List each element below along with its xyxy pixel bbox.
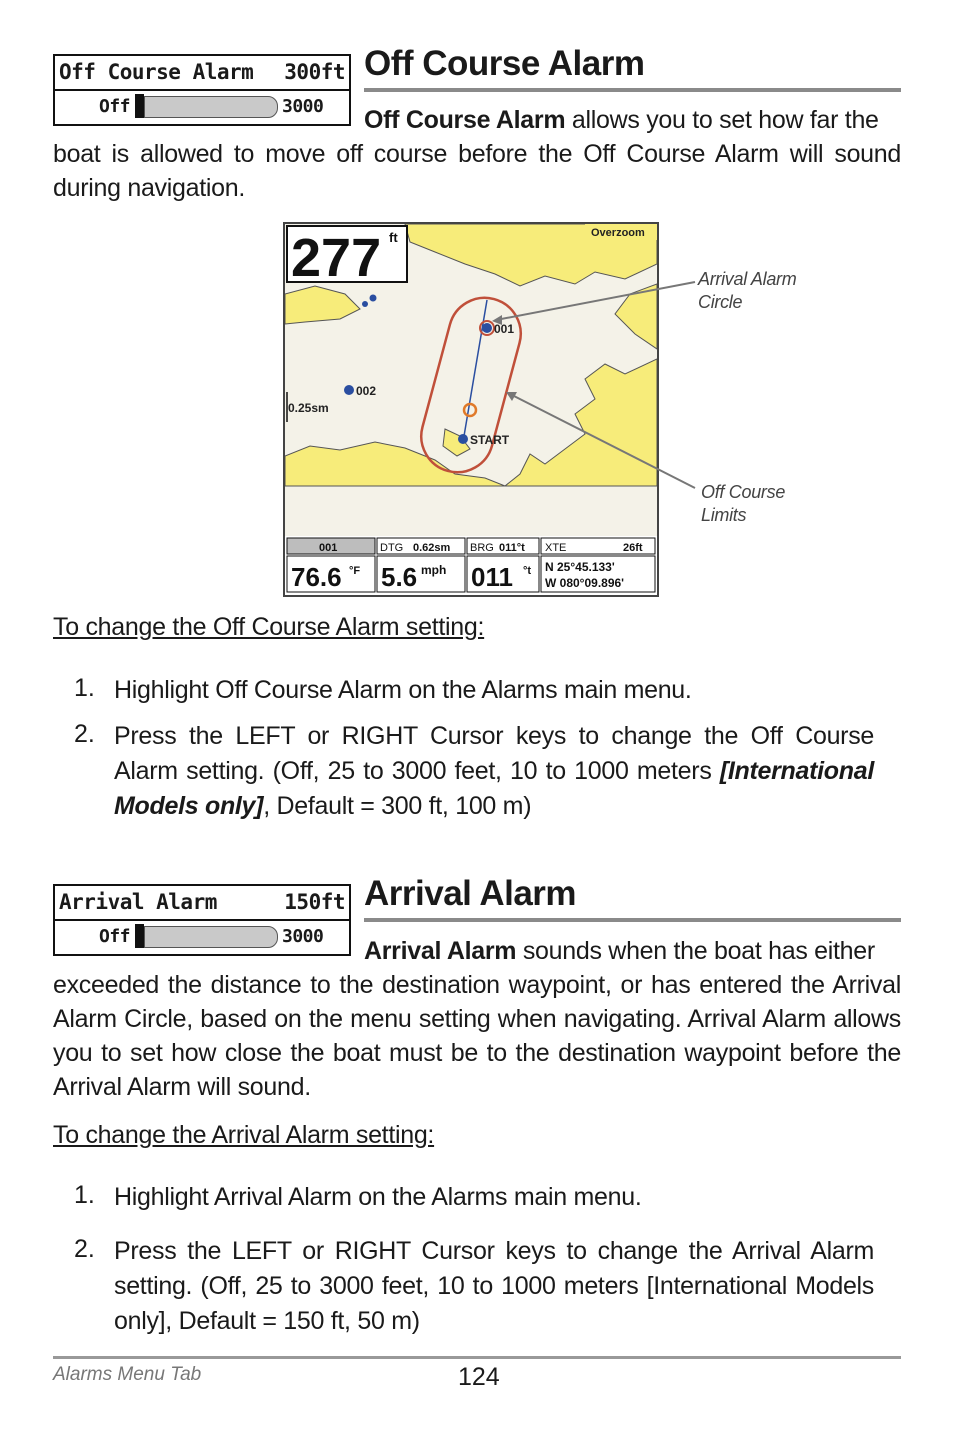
svg-text:DTG: DTG	[380, 542, 404, 554]
page-number: 124	[458, 1363, 500, 1391]
menu-value: 300ft	[284, 60, 345, 84]
speed-readout: 5.6	[381, 562, 418, 592]
svg-text:XTE: XTE	[545, 542, 567, 554]
slider-min-label: Off	[99, 926, 131, 947]
svg-text:BRG: BRG	[470, 542, 494, 554]
svg-text:°F: °F	[349, 565, 361, 577]
waypoint-001-label: 001	[494, 322, 515, 336]
longitude-readout: W 080°09.896'	[545, 576, 625, 590]
intro-bold: Off Course Alarm	[364, 106, 566, 134]
start-waypoint-icon	[458, 434, 468, 444]
intro-first-line	[364, 103, 901, 137]
step-2: Press the LEFT or RIGHT Cursor keys to change the Off Course Alarm setting. (Off, 25 to 3000 feet, 10 to 1000 meters [International Models only], Default = 300 ft, 100 m)	[114, 722, 874, 820]
svg-text:26ft: 26ft	[623, 542, 643, 554]
footer-section-name: Alarms Menu Tab	[53, 1364, 202, 1385]
intro-paragraph: boat is allowed to move off course before the Off Course Alarm will sound during navigation.	[53, 140, 901, 202]
title-rule	[364, 918, 901, 922]
waypoint-002-icon	[344, 385, 354, 395]
step-2: Press the LEFT or RIGHT Cursor keys to change the Arrival Alarm setting. (Off, 25 to 3000 feet, 10 to 1000 meters [International Models only], Default = 150 ft, 50 m)	[114, 1237, 874, 1335]
slider-handle[interactable]	[135, 924, 144, 948]
heading-readout: 011	[471, 562, 513, 592]
water-temp-readout: 76.6	[291, 562, 342, 592]
title-rule	[364, 88, 901, 92]
slider-handle[interactable]	[135, 94, 144, 118]
svg-text:°t: °t	[523, 565, 532, 577]
depth-readout: 277	[291, 228, 382, 288]
subheading-arrival: To change the Arrival Alarm setting:	[53, 1121, 435, 1149]
callout-arrival-alarm-circle: Arrival Alarm Circle	[698, 269, 797, 312]
svg-text:011°t: 011°t	[499, 542, 525, 554]
callout-off-course-limits: Off Course Limits	[701, 482, 786, 525]
intro-first: allows you to set how far the	[565, 106, 879, 134]
waypoint-002-label: 002	[356, 384, 377, 398]
map-scale: 0.25sm	[288, 401, 329, 415]
slider-max-label: 3000	[282, 926, 324, 947]
latitude-readout: N 25°45.133'	[545, 560, 615, 574]
menu-value: 150ft	[284, 890, 345, 914]
step-1: Highlight Arrival Alarm on the Alarms main menu.	[114, 1183, 642, 1211]
svg-text:001: 001	[319, 542, 338, 554]
menu-label: Arrival Alarm	[59, 890, 217, 914]
depth-unit: ft	[389, 230, 398, 245]
off-course-alarm-menu-item[interactable]	[53, 54, 351, 126]
callout-leaders	[490, 270, 700, 500]
step-1: Highlight Off Course Alarm on the Alarms main menu.	[114, 676, 692, 704]
footer-rule	[53, 1356, 901, 1359]
overzoom-label: Overzoom	[591, 227, 645, 239]
svg-text:mph: mph	[421, 563, 447, 577]
slider-track[interactable]	[144, 926, 278, 948]
section-title: Off Course Alarm	[364, 44, 645, 83]
slider-min-label: Off	[99, 96, 131, 117]
intro-bold: Arrival Alarm	[364, 937, 517, 965]
slider-track[interactable]	[144, 96, 278, 118]
intro-paragraph: exceeded the distance to the destination waypoint, or has entered the Arrival Alarm Circle, based on the menu setting when navigating. Arrival Alarm allows you to set how close the boat must be to the destination waypoint before the Arrival Alarm will sound.	[53, 971, 901, 1101]
svg-text:0.62sm: 0.62sm	[413, 542, 451, 554]
section-title: Arrival Alarm	[364, 874, 577, 913]
subheading-off-course: To change the Off Course Alarm setting:	[53, 613, 485, 641]
intro-first-line	[364, 934, 901, 968]
arrival-alarm-menu-item[interactable]	[53, 884, 351, 956]
start-waypoint-label: START	[470, 433, 510, 447]
intro-first: sounds when the boat has either	[516, 937, 875, 965]
menu-label: Off Course Alarm	[59, 60, 254, 84]
slider-max-label: 3000	[282, 96, 324, 117]
